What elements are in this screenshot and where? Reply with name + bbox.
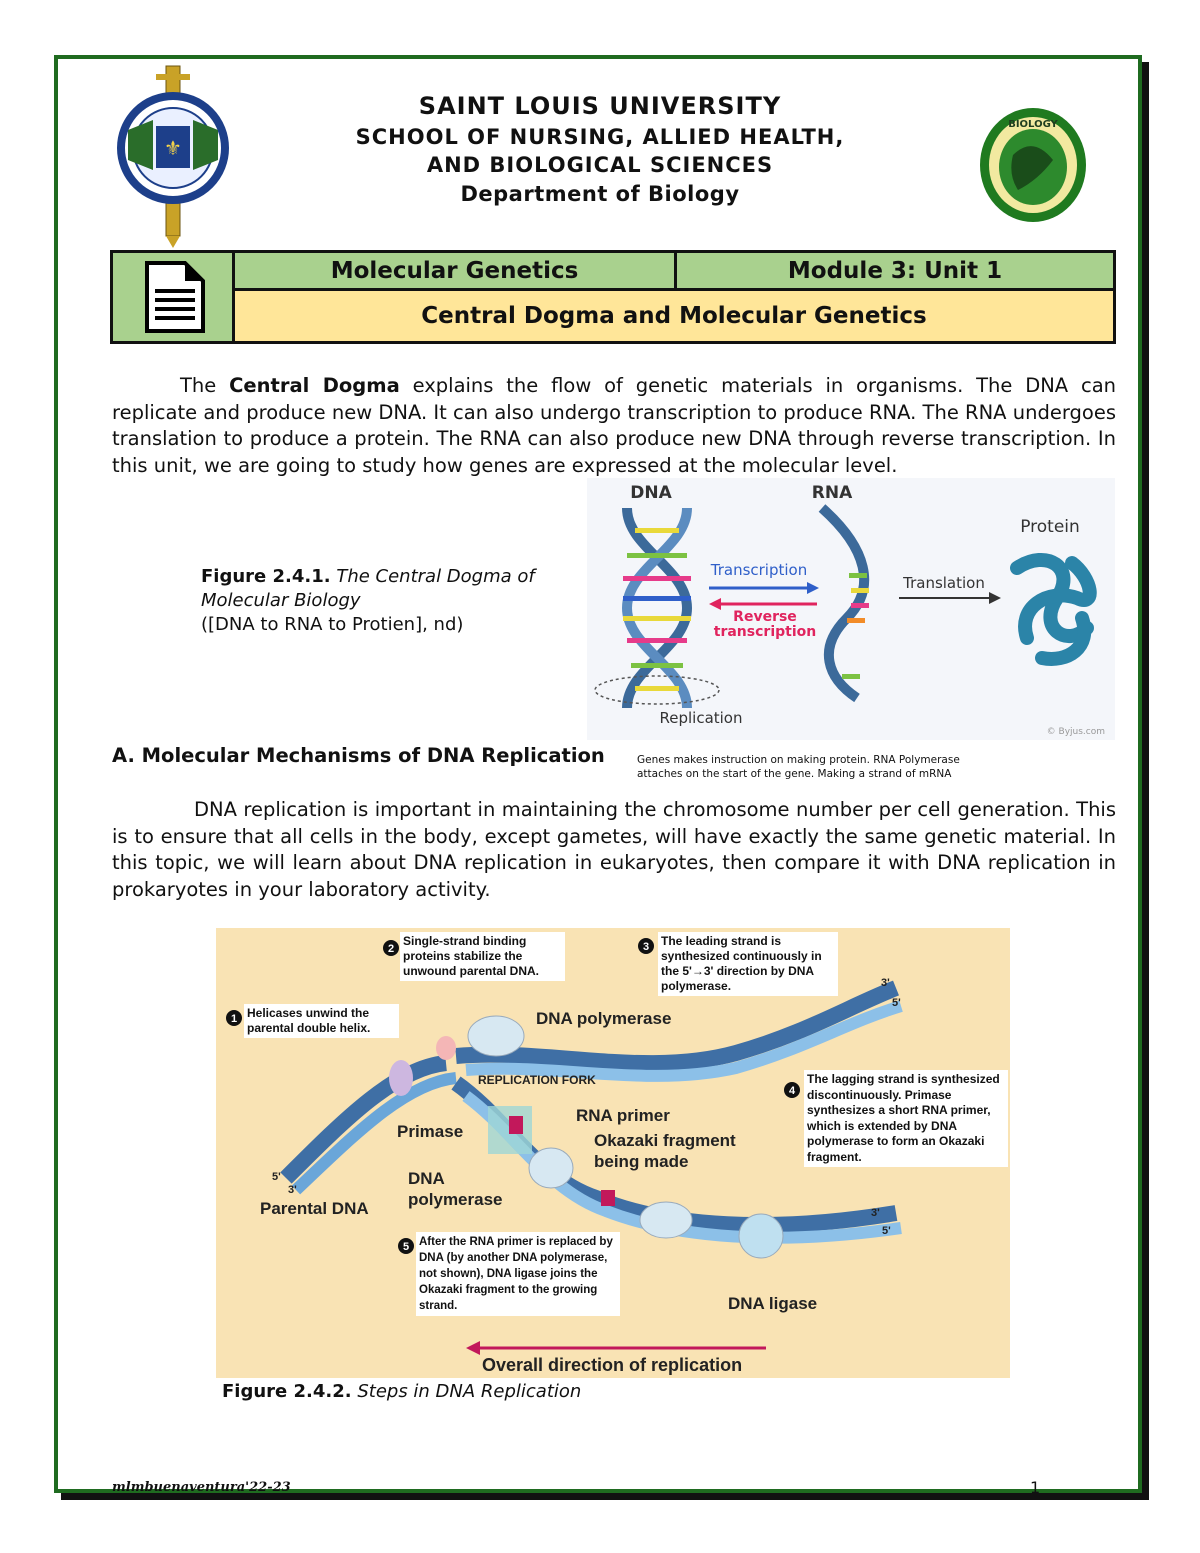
dna-replication-diagram	[216, 928, 1010, 1378]
figure1-title: The Central Dogma of Molecular Biology	[201, 566, 535, 611]
figure1-label: Figure 2.4.1.	[201, 566, 331, 587]
replication-fork-label: REPLICATION FORK	[478, 1073, 596, 1087]
gene-expression-note: Genes makes instruction on making protein. RNA Polymerase attaches on the start of the gene. Making a strand of mRNA	[637, 754, 960, 780]
credit-text: © Byjus.com	[1046, 727, 1105, 737]
step1-text: Helicases unwind the parental double helix.	[244, 1004, 399, 1038]
end-3-bottom: 3'	[871, 1207, 880, 1219]
ssb-protein	[436, 1036, 456, 1060]
reverse-label-line2: transcription	[713, 624, 817, 640]
document-icon	[145, 261, 205, 333]
figure1-caption	[201, 565, 561, 637]
end-5-bottom: 5'	[882, 1225, 891, 1237]
biology-logo-text: BIOLOGY	[1008, 119, 1058, 130]
dna-ligase-label: DNA ligase	[728, 1294, 818, 1313]
rna-primer-label: RNA primer	[576, 1106, 670, 1125]
transcription-label: Transcription	[710, 561, 808, 579]
page-number: 1	[1030, 1478, 1041, 1497]
department-name: Department of Biology	[460, 182, 740, 206]
end-5-left: 5'	[272, 1171, 281, 1183]
svg-text:2: 2	[387, 943, 395, 955]
step5-text: After the RNA primer is replaced by DNA (by another DNA polymerase, not shown), DNA ligase joins the Okazaki fragment to the growing strand.	[416, 1232, 620, 1316]
replication-label: Replication	[659, 709, 743, 727]
intro-paragraph	[112, 373, 1116, 479]
helicase	[389, 1060, 413, 1096]
okazaki-label: Okazaki fragment being made	[594, 1131, 736, 1171]
parental-dna-label: Parental DNA	[260, 1199, 369, 1218]
unit-cell: Module 3: Unit 1	[677, 253, 1113, 291]
university-name: SAINT LOUIS UNIVERSITY	[418, 92, 782, 120]
central-dogma-term: Central Dogma	[229, 374, 400, 397]
svg-text:5: 5	[402, 1241, 410, 1253]
figure2-label: Figure 2.4.2.	[222, 1381, 352, 1402]
central-dogma-diagram	[587, 478, 1115, 740]
dna-polymerase-label: DNA polymerase	[536, 1009, 672, 1028]
protein-label: Protein	[1020, 517, 1080, 537]
unit-title-cell: Central Dogma and Molecular Genetics	[235, 291, 1113, 341]
end-5-top: 5'	[892, 997, 901, 1009]
svg-text:3: 3	[642, 941, 650, 953]
svg-text:1: 1	[230, 1013, 238, 1025]
rna-primer-mark-2	[601, 1190, 615, 1206]
svg-text:⚜: ⚜	[164, 136, 182, 160]
end-3-top: 3'	[881, 977, 890, 989]
step2-text: Single-strand binding proteins stabilize the unwound parental DNA.	[400, 932, 565, 981]
dna-polymerase-lagging-label: DNA polymerase	[408, 1169, 503, 1209]
overall-direction-label: Overall direction of replication	[482, 1355, 743, 1375]
module-header-table	[110, 250, 1116, 344]
end-3-left: 3'	[288, 1184, 297, 1196]
figure2-title: Steps in DNA Replication	[351, 1381, 582, 1402]
school-name-line1: SCHOOL OF NURSING, ALLIED HEALTH,	[355, 125, 845, 149]
rna-primer-mark	[509, 1116, 523, 1134]
svg-text:4: 4	[788, 1085, 796, 1097]
primase-label: Primase	[397, 1122, 464, 1141]
subject-cell: Molecular Genetics	[235, 253, 677, 291]
module-icon-cell	[113, 253, 235, 341]
dna-ligase-enzyme	[739, 1214, 783, 1258]
intro-text: explains the flow of genetic materials in organisms. The DNA can replicate and produce new DNA. It can also undergo transcription to produce RNA. The RNA undergoes translation to produce a protein. The RNA can also produce new DNA through reverse transcription. In this unit, we are going to study how genes are expressed at the molecular level.	[112, 374, 1116, 477]
school-name-line2: AND BIOLOGICAL SCIENCES	[426, 153, 774, 177]
figure1-source: ([DNA to RNA to Protien], nd)	[201, 614, 464, 635]
translation-label: Translation	[903, 574, 985, 592]
dna-polymerase-leading	[468, 1016, 524, 1056]
dna-polymerase-3	[640, 1202, 692, 1238]
rna-label: RNA	[811, 483, 853, 503]
step4-text: The lagging strand is synthesized discontinuously. Primase synthesizes a short RNA primer, which is extended by DNA polymerase to form an Okazaki fragment.	[804, 1070, 1008, 1167]
dna-label: DNA	[630, 483, 672, 503]
section-a-heading: A. Molecular Mechanisms of DNA Replication	[112, 744, 605, 767]
intro-pre: The	[180, 374, 230, 397]
step3-text: The leading strand is synthesized continuously in the 5'→3' direction by DNA polymerase.	[658, 932, 838, 996]
author-footer: mlmbuenaventura'22-23	[112, 1480, 291, 1495]
dna-polymerase-lagging	[529, 1148, 573, 1188]
figure2-caption	[222, 1380, 581, 1404]
reverse-label-line1: Reverse	[733, 609, 797, 625]
dna-replication-paragraph: DNA replication is important in maintaining the chromosome number per cell generation. This is to ensure that all cells in the body, except gametes, will have exactly the same genetic material. In this topic, we will learn about DNA replication in eukaryotes, then compare it with DNA replication in prokaryotes in your laboratory activity.	[112, 798, 1116, 901]
